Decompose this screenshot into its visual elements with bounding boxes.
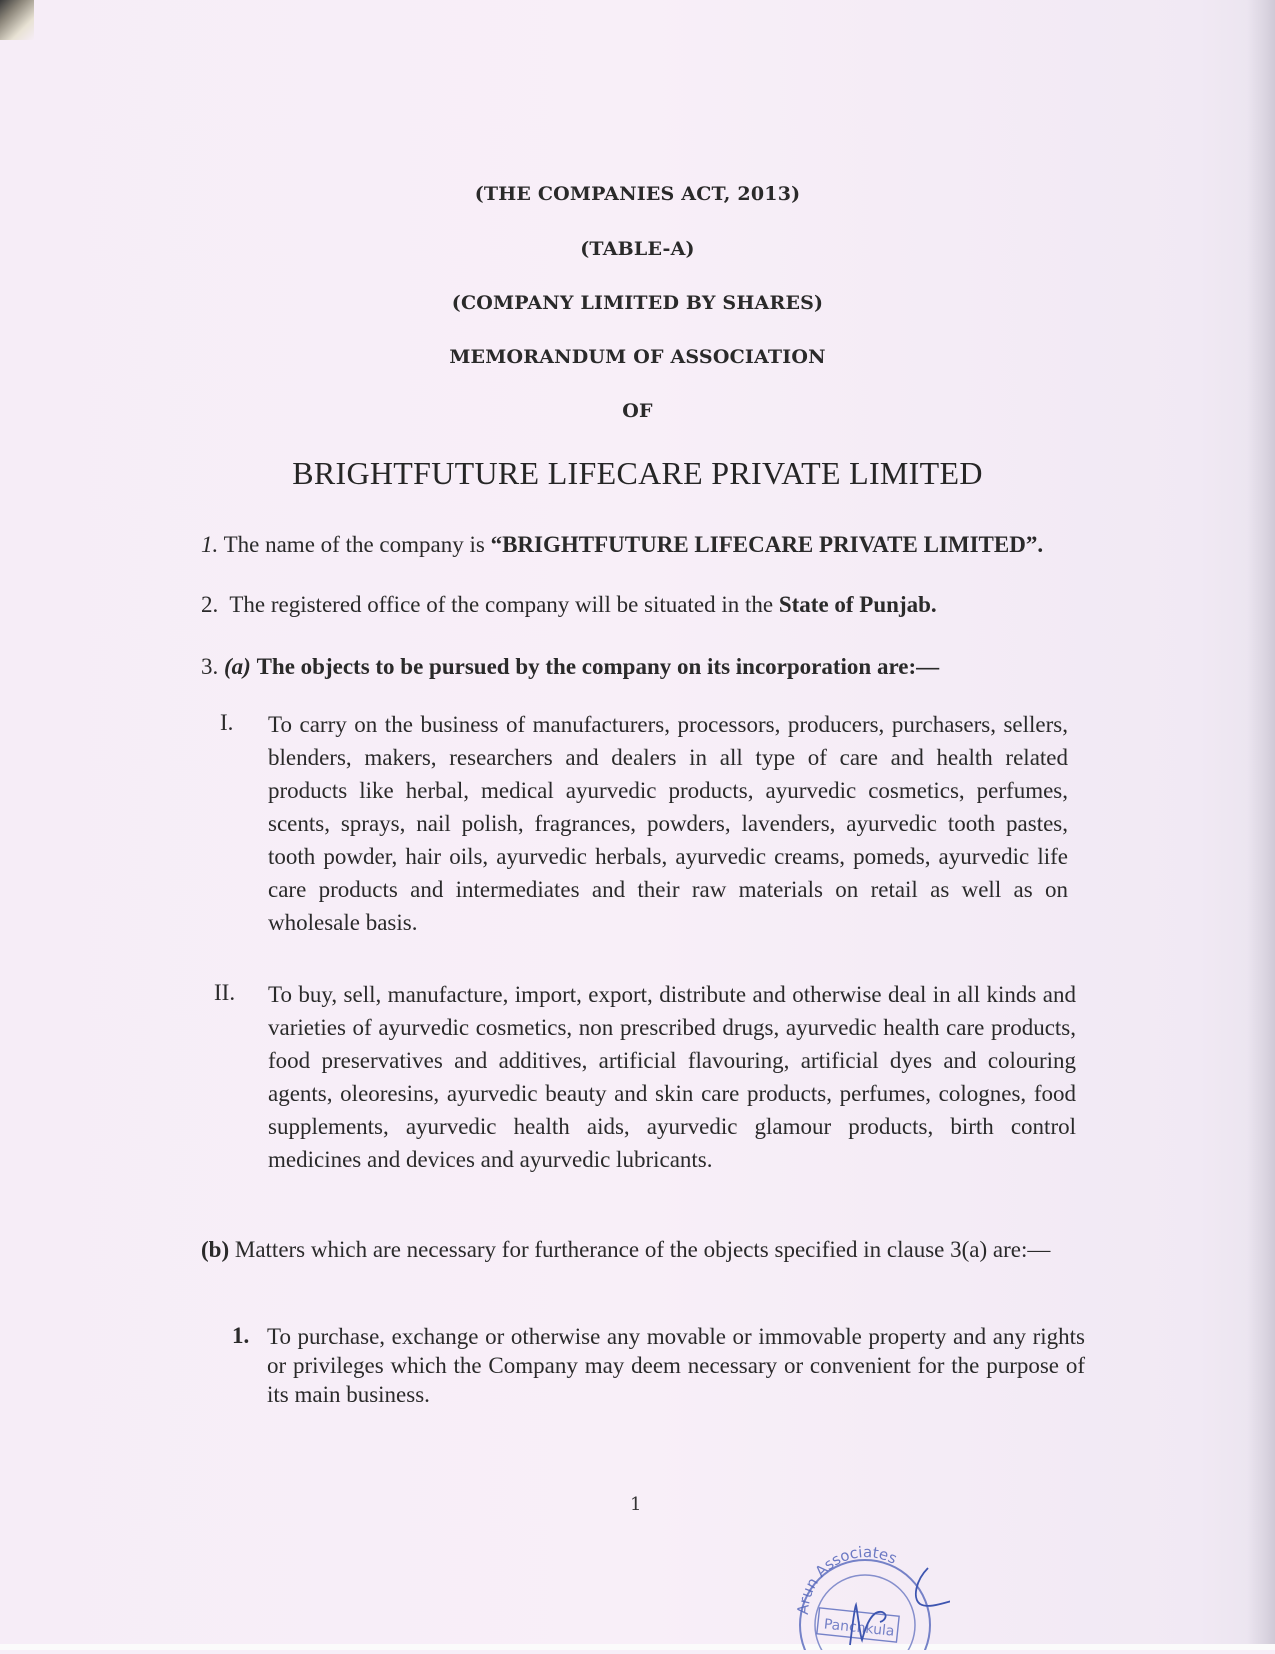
company-stamp bbox=[790, 1540, 950, 1650]
memorandum-heading: MEMORANDUM OF ASSOCIATION bbox=[449, 346, 826, 368]
object-numeral-1: I. bbox=[220, 710, 234, 735]
object-numeral-2: II. bbox=[214, 980, 236, 1005]
company-name-bold: “BRIGHTFUTURE LIFECARE PRIVATE LIMITED”. bbox=[490, 532, 1044, 557]
clause-2-text: The registered office of the company will be situated in the bbox=[229, 592, 779, 617]
object-item-1: To carry on the business of manufacturers, processors, producers, purchasers, sellers, blenders, makers, researchers and dealers in all type of care and health related products like herbal, medical ayurvedic products, ayurvedic cosmetics, perfumes, scents, sprays, nail polish, fragrances, powders, lavenders, ayurvedic tooth pastes, tooth powder, hair oils, ayurvedic herbals, ayurvedic creams, pomeds, ayurvedic life care products and intermediates and their raw materials on retail as well as on wholesale basis. bbox=[268, 712, 1068, 935]
stamp-seal-icon bbox=[790, 1540, 950, 1650]
table-heading: (TABLE-A) bbox=[580, 238, 695, 260]
clause-3a-text: The objects to be pursued by the company on its incorporation are:— bbox=[256, 654, 940, 679]
company-title: BRIGHTFUTURE LIFECARE PRIVATE LIMITED bbox=[292, 455, 983, 491]
clause-1-text: The name of the company is bbox=[223, 532, 491, 557]
clause-3a-label: (a) bbox=[224, 654, 251, 679]
clause-1-number: 1. bbox=[201, 532, 219, 557]
object-item-2: To buy, sell, manufacture, import, export, distribute and otherwise deal in all kinds and varieties of ayurvedic cosmetics, non prescribed drugs, ayurvedic health care products, food preservatives and additives, artificial flavouring, artificial dyes and colouring agents, oleoresins, ayurvedic beauty and skin care products, perfumes, colognes, food supplements, ayurvedic health aids, ayurvedic glamour products, birth control medicines and devices and ayurvedic lubricants. bbox=[268, 982, 1076, 1172]
clause-3b-text: Matters which are necessary for furtherance of the objects specified in clause 3(a) are:— bbox=[234, 1237, 1051, 1262]
clause-1 bbox=[201, 528, 1101, 561]
stamp-top-text: Arun Associates bbox=[793, 1543, 900, 1616]
stamp-center-text: Panchkula bbox=[823, 1616, 896, 1640]
clause-2 bbox=[201, 588, 1101, 621]
page-number: 1 bbox=[630, 1494, 642, 1515]
clause-3-number: 3. bbox=[201, 654, 219, 679]
clause-3b bbox=[201, 1233, 1081, 1266]
scan-artifact bbox=[0, 0, 34, 40]
matter-number-1: 1. bbox=[232, 1323, 250, 1348]
of-heading: OF bbox=[622, 400, 653, 422]
act-heading: (THE COMPANIES ACT, 2013) bbox=[474, 183, 801, 205]
state-bold: State of Punjab. bbox=[778, 592, 937, 617]
clause-2-number: 2. bbox=[201, 592, 219, 617]
matter-item-1: To purchase, exchange or otherwise any movable or immovable property and any rights or privileges which the Company may deem necessary or convenient for the purpose of its main business. bbox=[267, 1324, 1085, 1407]
clause-3a bbox=[201, 650, 1101, 683]
page-bottom-edge bbox=[0, 1644, 1275, 1650]
clause-3b-label: (b) bbox=[201, 1237, 230, 1262]
company-type-heading: (COMPANY LIMITED BY SHARES) bbox=[451, 292, 824, 314]
